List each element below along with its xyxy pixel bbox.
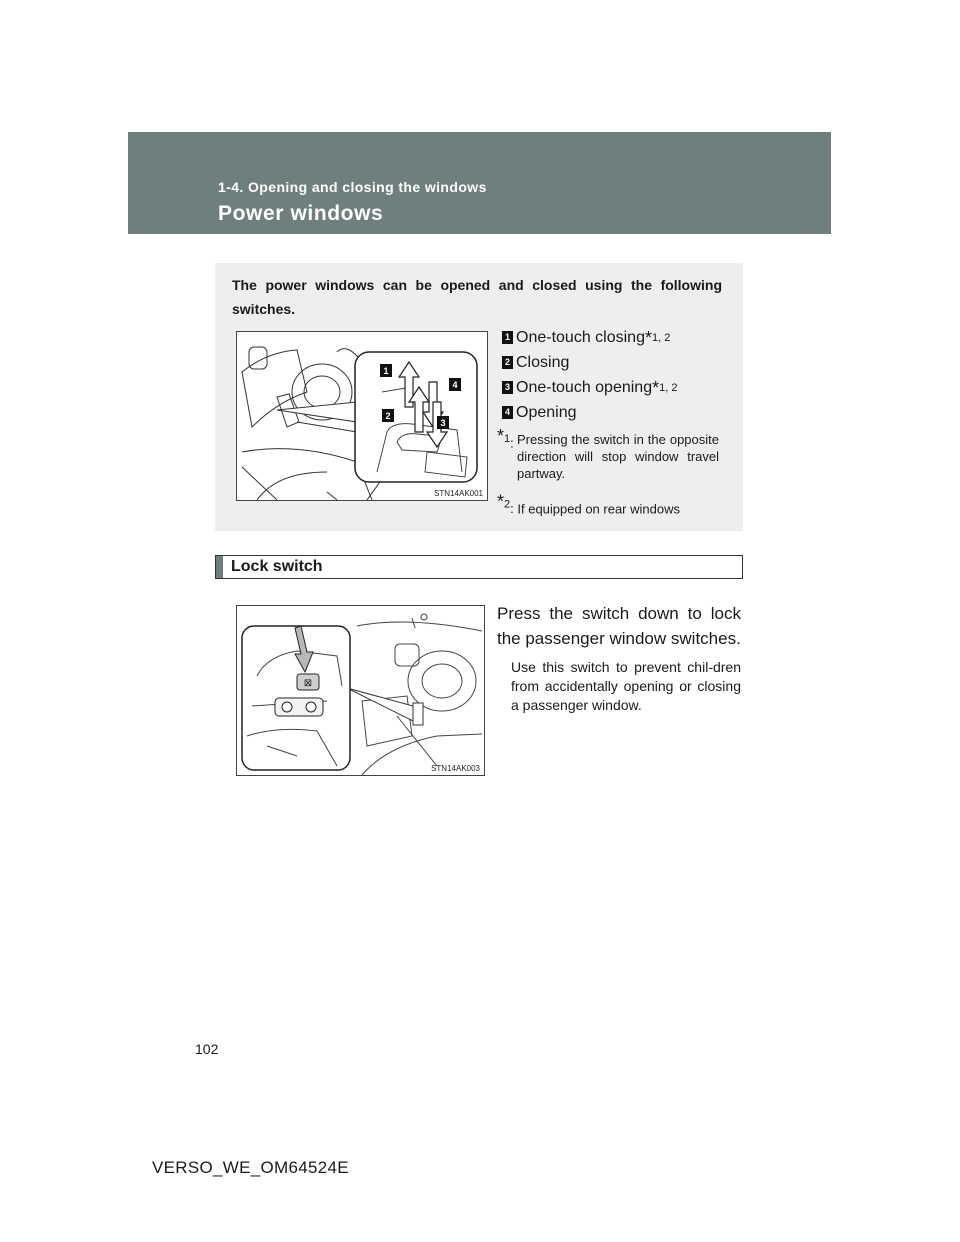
chapter-header	[128, 132, 831, 234]
legend-item	[502, 325, 722, 350]
number-badge: 4	[502, 406, 513, 419]
lock-switch-instruction: Press the switch down to lock the passenger window switches.	[497, 604, 741, 648]
figure-code: STN14AK003	[431, 764, 480, 773]
footnote-2	[497, 492, 737, 517]
svg-text:3: 3	[440, 418, 446, 428]
note-ref: 1, 2	[651, 331, 671, 344]
footnote-text: Pressing the switch in the opposite direction will stop window travel partway.	[517, 432, 719, 481]
legend-item	[502, 400, 722, 425]
lock-switch-illustration	[236, 605, 485, 776]
footnote-marker: *$^1$:	[497, 426, 514, 451]
footnote-marker: *$^2$:	[497, 492, 518, 517]
legend-label: One-touch closing	[516, 328, 645, 346]
lock-switch-drawing	[237, 606, 484, 775]
legend-item	[502, 350, 722, 375]
svg-text:⊠: ⊠	[303, 678, 313, 689]
lock-switch-title: Lock switch	[231, 558, 323, 575]
svg-text:1: 1	[383, 366, 389, 376]
page-number: 102	[195, 1041, 219, 1057]
legend-label: Closing	[516, 353, 570, 371]
lock-switch-heading	[215, 555, 743, 579]
legend-label: Opening	[516, 403, 577, 421]
footnote-text: If equipped on rear windows	[517, 501, 680, 517]
document-code: VERSO_WE_OM64524E	[152, 1158, 349, 1177]
intro-text: The power windows can be opened and closed using the following switches.	[232, 277, 722, 317]
switch-legend	[502, 325, 722, 425]
svg-text:4: 4	[452, 380, 458, 390]
number-badge: 1	[502, 331, 513, 344]
legend-item	[502, 375, 722, 400]
page-title: Power windows	[218, 202, 384, 225]
footnote-1	[497, 426, 719, 482]
figure-code: STN14AK001	[434, 489, 483, 498]
number-badge: 2	[502, 356, 513, 369]
power-window-switch-illustration	[236, 331, 488, 501]
power-window-switch-drawing	[237, 332, 487, 500]
asterisk: *	[652, 377, 660, 398]
legend-label: One-touch opening	[516, 378, 653, 396]
section-label: 1-4. Opening and closing the windows	[218, 179, 487, 195]
svg-text:2: 2	[385, 411, 391, 421]
asterisk: *	[644, 327, 652, 348]
note-ref: 1, 2	[659, 381, 678, 394]
lock-switch-note: Use this switch to prevent chil-dren from accidentally opening or closing a passenger window.	[511, 659, 741, 713]
intro-panel	[215, 263, 743, 531]
number-badge: 3	[502, 381, 513, 394]
